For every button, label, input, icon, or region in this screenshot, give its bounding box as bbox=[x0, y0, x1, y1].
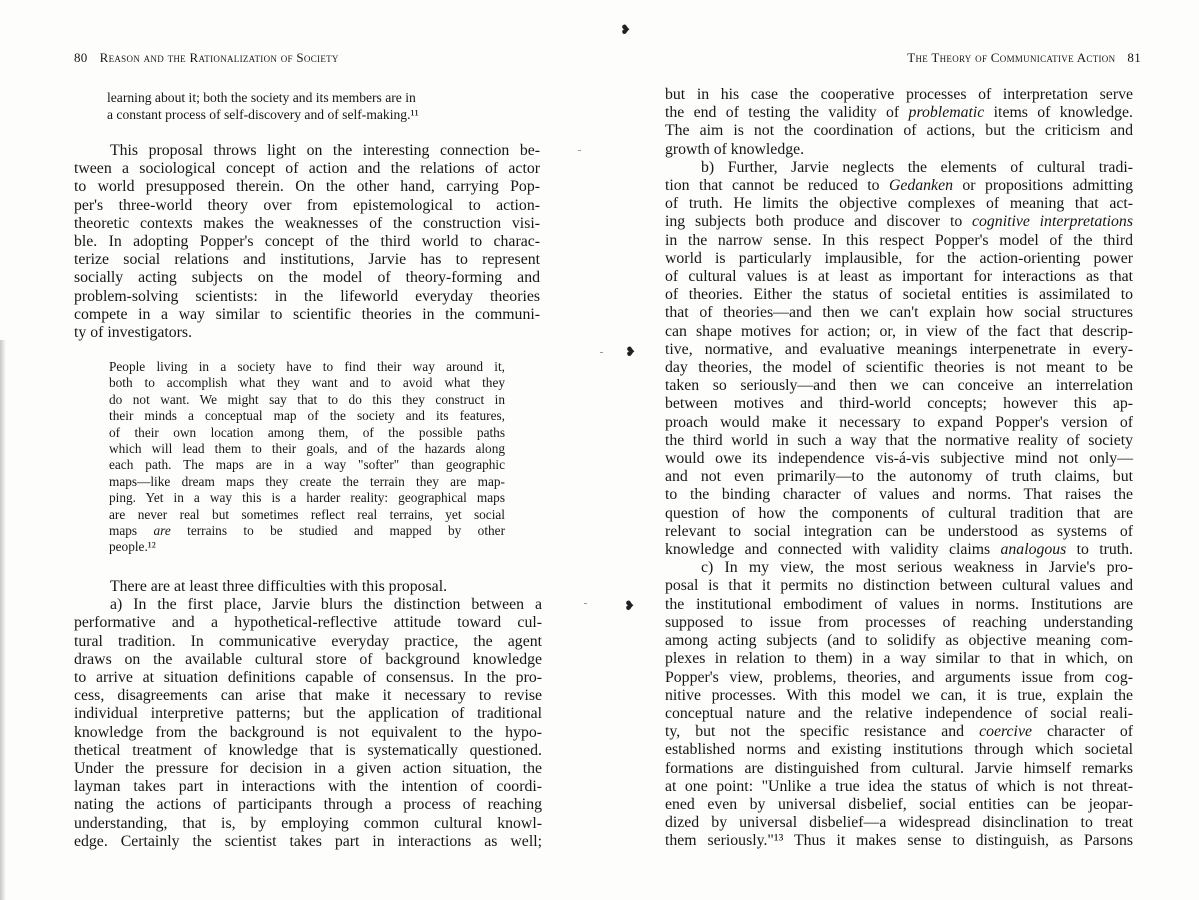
text-fragment: terrains to be studied and mapped by other bbox=[187, 523, 505, 539]
left-running-head-title: Reason and the Rationalization of Society bbox=[99, 50, 339, 65]
text-line bbox=[665, 541, 1133, 559]
text-line: ened even by universal disbelief, social entities can be jeopar- bbox=[665, 795, 1133, 813]
text-line: People living in a society have to find their way around it, bbox=[109, 359, 505, 374]
text-line: The aim is not the coordination of actions, but the criticism and bbox=[665, 122, 1133, 140]
text-line: would owe its independence vis-á-vis subjective mind not only— bbox=[665, 450, 1133, 468]
left-running-header bbox=[74, 50, 339, 66]
text-line: of their own location among them, of the possible paths bbox=[109, 424, 505, 440]
left-page-number: 80 bbox=[74, 50, 88, 65]
text-fragment: or propositions admitting bbox=[962, 177, 1133, 195]
right-page-body bbox=[665, 86, 1133, 851]
text-line bbox=[665, 213, 1133, 231]
left-page bbox=[0, 0, 600, 899]
text-line: b) Further, Jarvie neglects the elements of cultural tradi- bbox=[701, 158, 1133, 176]
text-line: draws on the available cultural store of background knowledge bbox=[74, 650, 542, 668]
emphasis: Gedanken bbox=[888, 177, 953, 195]
text-line: to world presupposed therein. On the other hand, carrying Pop- bbox=[74, 178, 540, 196]
block-quote-jarvie bbox=[109, 359, 505, 556]
emphasis: analogous bbox=[1000, 541, 1067, 559]
text-line: of theories. Either the status of societal entities is assimilated to bbox=[665, 286, 1133, 304]
text-fragment: knowledge and connected with validity claims bbox=[665, 541, 991, 559]
text-line bbox=[109, 523, 505, 539]
text-line: knowledge from the background is not equivalent to the hypo- bbox=[74, 723, 542, 741]
text-line: which will lead them to their goals, and of the hazards along bbox=[109, 441, 505, 457]
paragraph-difficulties bbox=[74, 578, 542, 851]
text-line: can shape motives for action; or, in view of the fact that descrip- bbox=[665, 322, 1133, 340]
text-line: ty of investigators. bbox=[74, 324, 193, 342]
text-line: conceptual nature and the relative independence of social reali- bbox=[665, 704, 1133, 722]
text-line: do not want. We might say that to do this they construct in bbox=[109, 391, 505, 407]
text-line: understanding, that is, by employing common cultural knowl- bbox=[74, 814, 542, 832]
emphasis: cognitive interpretations bbox=[972, 213, 1133, 231]
right-running-head-title: The Theory of Communicative Action bbox=[907, 50, 1116, 65]
gutter-mark-top: ❥ bbox=[620, 22, 631, 37]
text-line: both to accomplish what they want and to avoid what they bbox=[109, 375, 505, 391]
text-line: thetical treatment of knowledge that is systematically questioned. bbox=[74, 741, 542, 759]
text-line: are never real but sometimes reflect real terrains, yet social bbox=[109, 506, 505, 522]
text-fragment: to truth. bbox=[1076, 541, 1133, 559]
text-line: theoretic contexts makes the weaknesses of the construction visi- bbox=[74, 214, 540, 232]
text-line: proach would make it necessary to expand Popper's version of bbox=[665, 413, 1133, 431]
right-running-header bbox=[907, 50, 1141, 66]
text-line: dized by universal disbelief—a widespread disinclination to treat bbox=[665, 814, 1133, 832]
text-line: per's three-world theory over from epistemological to action- bbox=[74, 196, 540, 214]
text-fragment: items of knowledge. bbox=[993, 104, 1134, 122]
text-line: each path. The maps are in a way "softer" than geographic bbox=[109, 457, 505, 473]
text-line: their minds a conceptual map of the society and its features, bbox=[109, 408, 505, 424]
text-fragment: the end of testing the validity of bbox=[665, 104, 900, 122]
text-line: nating the actions of participants through a process of reaching bbox=[74, 796, 542, 814]
text-fragment: character of bbox=[1046, 723, 1133, 741]
text-line: layman takes part in interactions with the intention of coordi- bbox=[74, 778, 542, 796]
text-line: compete in a way similar to scientific theories in the communi- bbox=[74, 305, 540, 323]
text-fragment: ty, but not the specific resistance and bbox=[665, 723, 965, 741]
text-line: cess, disagreements can arise that make it necessary to revise bbox=[74, 687, 542, 705]
quote-continuation bbox=[107, 89, 502, 123]
text-line: question of how the components of cultural tradition that are bbox=[665, 504, 1133, 522]
text-line: in the narrow sense. In this respect Popper's model of the third bbox=[665, 231, 1133, 249]
text-line: tural tradition. In communicative everyday practice, the agent bbox=[74, 632, 542, 650]
text-line: c) In my view, the most serious weakness in Jarvie's pro- bbox=[701, 559, 1133, 577]
text-line: taken so seriously—and then we can conceive an interrelation bbox=[665, 377, 1133, 395]
text-line: maps—like dream maps they create the terrain they are map- bbox=[109, 473, 505, 489]
text-line: nitive processes. With this model we can, it is true, explain the bbox=[665, 686, 1133, 704]
text-line: terize social relations and institutions, Jarvie has to represent bbox=[74, 251, 540, 269]
gutter-mark-bottom: ❥ bbox=[624, 598, 635, 613]
text-line: of truth. He limits the objective complexes of meaning that act- bbox=[665, 195, 1133, 213]
text-line: a constant process of self-discovery and of self-making.¹¹ bbox=[107, 107, 419, 122]
text-line: This proposal throws light on the interesting connection be- bbox=[110, 142, 540, 159]
text-line: of cultural values is at least as important for interactions as that bbox=[665, 268, 1133, 286]
text-line: and not even primarily—to the autonomy of truth claims, but bbox=[665, 468, 1133, 486]
text-line: between motives and third-world concepts; however this ap- bbox=[665, 395, 1133, 413]
text-line: established norms and existing institutions through which societal bbox=[665, 741, 1133, 759]
text-line: people.¹² bbox=[109, 539, 156, 555]
text-line bbox=[665, 723, 1133, 741]
emphasis: coercive bbox=[979, 723, 1032, 741]
text-fragment: maps bbox=[109, 523, 138, 539]
text-line: that of theories—and then we can't explain how social structures bbox=[665, 304, 1133, 322]
text-line: socially acting subjects on the model of theory-forming and bbox=[74, 269, 540, 287]
right-page-number: 81 bbox=[1127, 50, 1141, 65]
text-line: growth of knowledge. bbox=[665, 140, 805, 158]
text-line: tive, normative, and evaluative meanings interpenetrate in every- bbox=[665, 340, 1133, 358]
text-fragment: ing subjects both produce and discover to bbox=[665, 213, 963, 231]
text-line: edge. Certainly the scientist takes part in interactions as well; bbox=[74, 832, 542, 850]
right-page bbox=[600, 0, 1199, 899]
text-line: supposed to issue from processes of reaching understanding bbox=[665, 613, 1133, 631]
text-line: Popper's view, problems, theories, and arguments issue from cog- bbox=[665, 668, 1133, 686]
text-line: to arrive at situation definitions capable of consensus. In the pro- bbox=[74, 669, 542, 687]
text-line bbox=[665, 177, 1133, 195]
emphasis: are bbox=[153, 523, 171, 539]
gutter-mark-middle: ❥ bbox=[625, 344, 636, 359]
text-line: Under the pressure for decision in a given action situation, the bbox=[74, 760, 542, 778]
emphasis: problematic bbox=[908, 104, 985, 122]
text-line: ble. In adopting Popper's concept of the third world to charac- bbox=[74, 233, 540, 251]
paragraph-proposal bbox=[74, 142, 540, 342]
text-line: but in his case the cooperative processes of interpretation serve bbox=[665, 86, 1133, 103]
text-line: to the binding character of values and norms. That raises the bbox=[665, 486, 1133, 504]
text-line: problem-solving scientists: in the lifeworld everyday theories bbox=[74, 287, 540, 305]
text-fragment: tion that cannot be reduced to bbox=[665, 177, 880, 195]
text-line bbox=[665, 104, 1133, 122]
text-line: formations are distinguished from cultural. Jarvie himself remarks bbox=[665, 759, 1133, 777]
text-line: them seriously."¹³ Thus it makes sense to distinguish, as Parsons bbox=[665, 832, 1133, 850]
text-line: posal is that it permits no distinction between cultural values and bbox=[665, 577, 1133, 595]
text-line: There are at least three difficulties with this proposal. bbox=[110, 578, 448, 595]
text-line: tween a sociological concept of action and the relations of actor bbox=[74, 160, 540, 178]
text-line: at one point: "Unlike a true idea the status of which is not threat- bbox=[665, 777, 1133, 795]
text-line: performative and a hypothetical-reflective attitude toward cul- bbox=[74, 614, 542, 632]
text-line: ping. Yet in a way this is a harder reality: geographical maps bbox=[109, 490, 505, 506]
text-line: the third world in such a way that the normative reality of society bbox=[665, 431, 1133, 449]
text-line: world is particularly implausible, for the action-orienting power bbox=[665, 249, 1133, 267]
text-line: individual interpretive patterns; but the application of traditional bbox=[74, 705, 542, 723]
text-line: plexes in relation to them) in a way similar to that in which, on bbox=[665, 650, 1133, 668]
text-line: a) In the first place, Jarvie blurs the distinction between a bbox=[110, 596, 542, 614]
text-line: relevant to social integration can be understood as systems of bbox=[665, 522, 1133, 540]
text-line: the institutional embodiment of values in norms. Institutions are bbox=[665, 595, 1133, 613]
text-line: learning about it; both the society and its members are in bbox=[107, 90, 416, 105]
text-line: day theories, the model of scientific theories is not meant to be bbox=[665, 359, 1133, 377]
text-line: among acting subjects (and to solidify as objective meaning com- bbox=[665, 632, 1133, 650]
